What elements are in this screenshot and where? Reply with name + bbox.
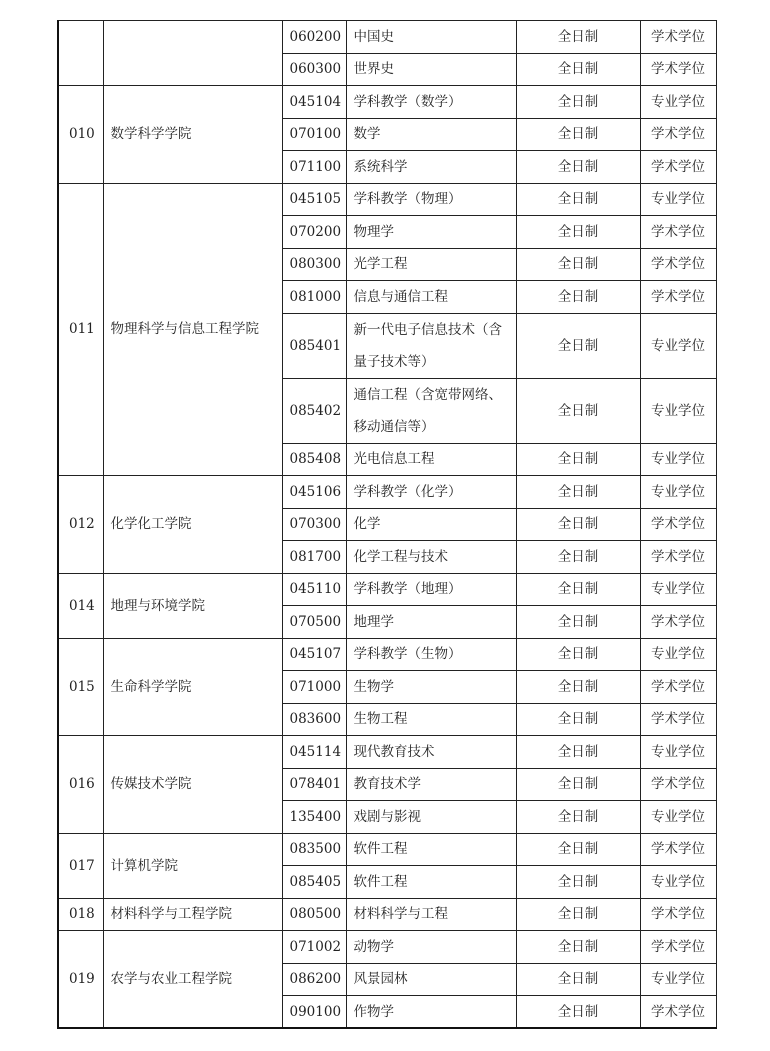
department-name: 农学与农业工程学院 bbox=[103, 931, 282, 1029]
major-name: 材料科学与工程 bbox=[346, 898, 516, 931]
department-name: 传媒技术学院 bbox=[103, 736, 282, 834]
study-mode: 全日制 bbox=[516, 53, 640, 86]
major-code: 085402 bbox=[282, 378, 346, 443]
degree-type: 学术学位 bbox=[640, 151, 716, 184]
degree-type: 专业学位 bbox=[640, 86, 716, 119]
major-name: 软件工程 bbox=[346, 866, 516, 899]
department-code: 018 bbox=[58, 898, 103, 931]
program-table-body bbox=[58, 21, 716, 1029]
study-mode: 全日制 bbox=[516, 443, 640, 476]
major-name: 信息与通信工程 bbox=[346, 281, 516, 314]
major-code: 090100 bbox=[282, 996, 346, 1029]
study-mode: 全日制 bbox=[516, 736, 640, 769]
study-mode: 全日制 bbox=[516, 638, 640, 671]
table-row bbox=[58, 931, 716, 964]
study-mode: 全日制 bbox=[516, 931, 640, 964]
major-name: 风景园林 bbox=[346, 963, 516, 996]
department-name bbox=[103, 21, 282, 86]
degree-type: 学术学位 bbox=[640, 216, 716, 249]
degree-type: 学术学位 bbox=[640, 833, 716, 866]
major-code: 071000 bbox=[282, 671, 346, 704]
department-name: 物理科学与信息工程学院 bbox=[103, 183, 282, 476]
department-code: 011 bbox=[58, 183, 103, 476]
study-mode: 全日制 bbox=[516, 508, 640, 541]
degree-type: 专业学位 bbox=[640, 313, 716, 378]
study-mode: 全日制 bbox=[516, 541, 640, 574]
table-row bbox=[58, 86, 716, 119]
study-mode: 全日制 bbox=[516, 313, 640, 378]
major-code: 060300 bbox=[282, 53, 346, 86]
study-mode: 全日制 bbox=[516, 281, 640, 314]
major-name: 学科教学（化学） bbox=[346, 476, 516, 509]
major-name: 系统科学 bbox=[346, 151, 516, 184]
major-name: 动物学 bbox=[346, 931, 516, 964]
major-name: 光电信息工程 bbox=[346, 443, 516, 476]
degree-type: 学术学位 bbox=[640, 996, 716, 1029]
major-name: 学科教学（地理） bbox=[346, 573, 516, 606]
study-mode: 全日制 bbox=[516, 86, 640, 119]
degree-type: 专业学位 bbox=[640, 963, 716, 996]
degree-type: 学术学位 bbox=[640, 703, 716, 736]
degree-type: 专业学位 bbox=[640, 866, 716, 899]
major-code: 135400 bbox=[282, 801, 346, 834]
study-mode: 全日制 bbox=[516, 118, 640, 151]
major-code: 045114 bbox=[282, 736, 346, 769]
study-mode: 全日制 bbox=[516, 183, 640, 216]
department-name: 计算机学院 bbox=[103, 833, 282, 898]
major-name: 学科教学（生物） bbox=[346, 638, 516, 671]
degree-type: 学术学位 bbox=[640, 53, 716, 86]
major-code: 071002 bbox=[282, 931, 346, 964]
major-name: 光学工程 bbox=[346, 248, 516, 281]
table-row bbox=[58, 833, 716, 866]
major-name: 学科教学（数学） bbox=[346, 86, 516, 119]
department-code: 010 bbox=[58, 86, 103, 184]
table-row bbox=[58, 638, 716, 671]
degree-type: 学术学位 bbox=[640, 898, 716, 931]
degree-type: 专业学位 bbox=[640, 443, 716, 476]
major-code: 045106 bbox=[282, 476, 346, 509]
study-mode: 全日制 bbox=[516, 151, 640, 184]
department-name: 地理与环境学院 bbox=[103, 573, 282, 638]
study-mode: 全日制 bbox=[516, 573, 640, 606]
table-row bbox=[58, 183, 716, 216]
degree-type: 专业学位 bbox=[640, 638, 716, 671]
major-name: 生物学 bbox=[346, 671, 516, 704]
major-code: 045107 bbox=[282, 638, 346, 671]
study-mode: 全日制 bbox=[516, 216, 640, 249]
study-mode: 全日制 bbox=[516, 996, 640, 1029]
study-mode: 全日制 bbox=[516, 703, 640, 736]
table-row bbox=[58, 573, 716, 606]
major-code: 083500 bbox=[282, 833, 346, 866]
degree-type: 学术学位 bbox=[640, 671, 716, 704]
major-name: 学科教学（物理） bbox=[346, 183, 516, 216]
study-mode: 全日制 bbox=[516, 476, 640, 509]
major-name: 生物工程 bbox=[346, 703, 516, 736]
major-code: 081700 bbox=[282, 541, 346, 574]
major-name: 化学 bbox=[346, 508, 516, 541]
major-name: 化学工程与技术 bbox=[346, 541, 516, 574]
study-mode: 全日制 bbox=[516, 378, 640, 443]
degree-type: 专业学位 bbox=[640, 378, 716, 443]
department-name: 生命科学学院 bbox=[103, 638, 282, 736]
study-mode: 全日制 bbox=[516, 963, 640, 996]
study-mode: 全日制 bbox=[516, 801, 640, 834]
major-code: 070500 bbox=[282, 606, 346, 639]
major-name: 戏剧与影视 bbox=[346, 801, 516, 834]
degree-type: 专业学位 bbox=[640, 736, 716, 769]
major-code: 045110 bbox=[282, 573, 346, 606]
degree-type: 专业学位 bbox=[640, 183, 716, 216]
degree-type: 专业学位 bbox=[640, 801, 716, 834]
study-mode: 全日制 bbox=[516, 671, 640, 704]
department-code bbox=[58, 21, 103, 86]
major-code: 085408 bbox=[282, 443, 346, 476]
major-code: 086200 bbox=[282, 963, 346, 996]
study-mode: 全日制 bbox=[516, 768, 640, 801]
major-name: 教育技术学 bbox=[346, 768, 516, 801]
degree-type: 学术学位 bbox=[640, 931, 716, 964]
major-name: 新一代电子信息技术（含量子技术等） bbox=[346, 313, 516, 378]
major-name: 作物学 bbox=[346, 996, 516, 1029]
study-mode: 全日制 bbox=[516, 248, 640, 281]
department-code: 017 bbox=[58, 833, 103, 898]
department-code: 014 bbox=[58, 573, 103, 638]
degree-type: 专业学位 bbox=[640, 476, 716, 509]
major-name: 物理学 bbox=[346, 216, 516, 249]
table-row bbox=[58, 476, 716, 509]
degree-type: 学术学位 bbox=[640, 768, 716, 801]
major-name: 软件工程 bbox=[346, 833, 516, 866]
major-name: 世界史 bbox=[346, 53, 516, 86]
table-row bbox=[58, 898, 716, 931]
department-code: 015 bbox=[58, 638, 103, 736]
department-name: 数学科学学院 bbox=[103, 86, 282, 184]
major-name: 地理学 bbox=[346, 606, 516, 639]
degree-type: 学术学位 bbox=[640, 541, 716, 574]
major-code: 045104 bbox=[282, 86, 346, 119]
degree-type: 学术学位 bbox=[640, 248, 716, 281]
degree-type: 学术学位 bbox=[640, 21, 716, 54]
major-code: 085401 bbox=[282, 313, 346, 378]
department-name: 材料科学与工程学院 bbox=[103, 898, 282, 931]
major-name: 数学 bbox=[346, 118, 516, 151]
degree-type: 学术学位 bbox=[640, 281, 716, 314]
department-code: 019 bbox=[58, 931, 103, 1029]
degree-type: 学术学位 bbox=[640, 118, 716, 151]
major-name: 现代教育技术 bbox=[346, 736, 516, 769]
study-mode: 全日制 bbox=[516, 21, 640, 54]
degree-type: 学术学位 bbox=[640, 606, 716, 639]
program-table bbox=[57, 20, 717, 1029]
major-code: 081000 bbox=[282, 281, 346, 314]
department-code: 016 bbox=[58, 736, 103, 834]
major-code: 070300 bbox=[282, 508, 346, 541]
major-code: 071100 bbox=[282, 151, 346, 184]
study-mode: 全日制 bbox=[516, 866, 640, 899]
study-mode: 全日制 bbox=[516, 833, 640, 866]
study-mode: 全日制 bbox=[516, 606, 640, 639]
major-code: 078401 bbox=[282, 768, 346, 801]
table-row bbox=[58, 736, 716, 769]
major-code: 045105 bbox=[282, 183, 346, 216]
major-code: 083600 bbox=[282, 703, 346, 736]
degree-type: 学术学位 bbox=[640, 508, 716, 541]
major-code: 060200 bbox=[282, 21, 346, 54]
major-name: 通信工程（含宽带网络、移动通信等） bbox=[346, 378, 516, 443]
table-row bbox=[58, 21, 716, 54]
study-mode: 全日制 bbox=[516, 898, 640, 931]
major-code: 080300 bbox=[282, 248, 346, 281]
major-code: 070200 bbox=[282, 216, 346, 249]
degree-type: 专业学位 bbox=[640, 573, 716, 606]
major-code: 085405 bbox=[282, 866, 346, 899]
major-code: 080500 bbox=[282, 898, 346, 931]
department-name: 化学化工学院 bbox=[103, 476, 282, 574]
major-name: 中国史 bbox=[346, 21, 516, 54]
department-code: 012 bbox=[58, 476, 103, 574]
major-code: 070100 bbox=[282, 118, 346, 151]
